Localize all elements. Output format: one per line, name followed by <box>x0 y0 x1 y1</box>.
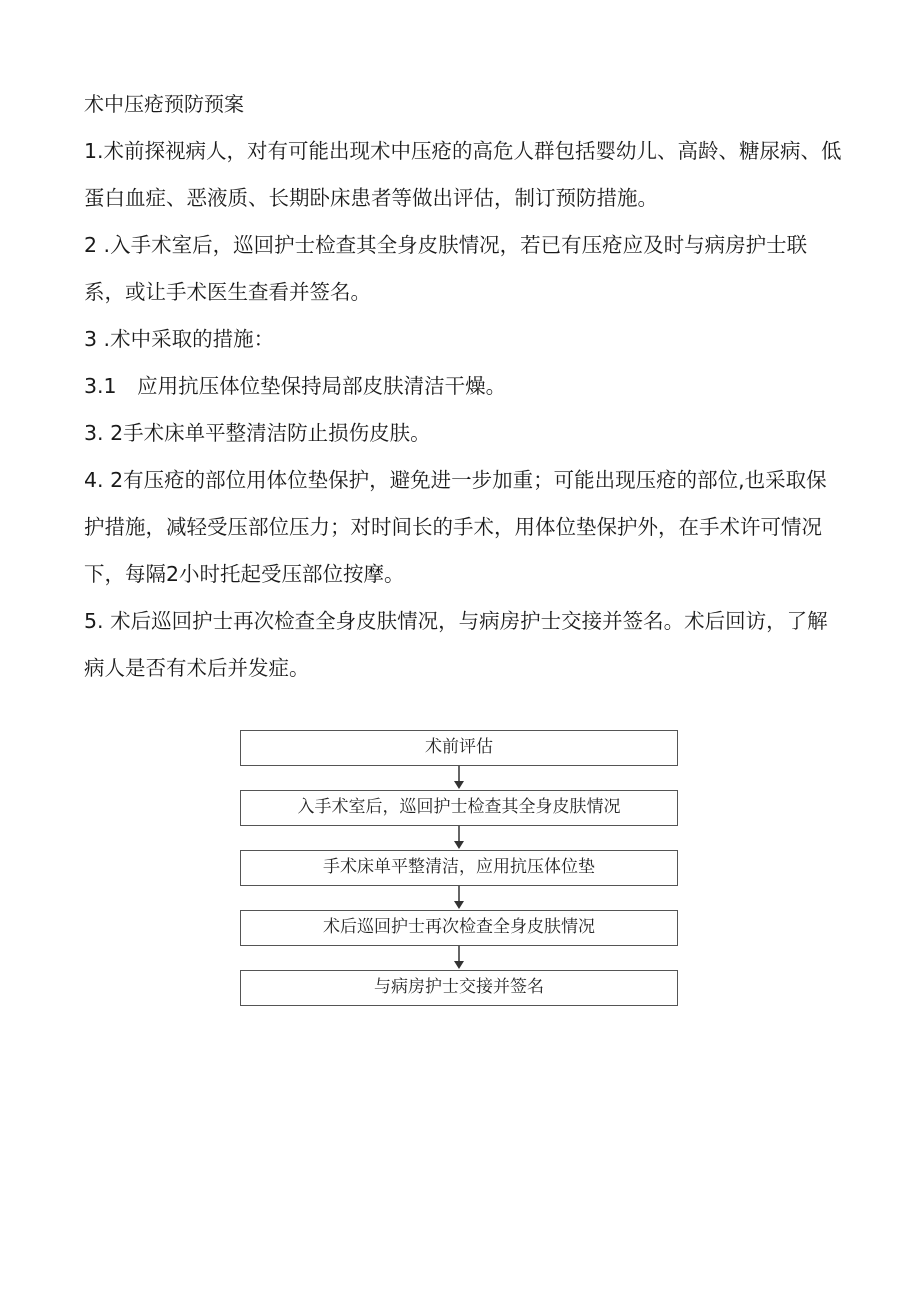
flow-step-postop-check: 术后巡回护士再次检查全身皮肤情况 <box>240 910 678 946</box>
document-title: 术中压疮预防预案 <box>84 92 244 116</box>
paragraph-measure-3-2: 3. 2手术床单平整清洁防止损伤皮肤。 <box>84 421 431 445</box>
down-arrow-icon <box>240 946 678 970</box>
paragraph-measure-3-1: 3.1 应用抗压体位垫保持局部皮肤清洁干燥。 <box>84 374 507 398</box>
paragraph-intraop-measures: 3 .术中采取的措施： <box>84 327 275 351</box>
flow-step-handover-sign: 与病房护士交接并签名 <box>240 970 678 1006</box>
flow-step-skin-check: 入手术室后，巡回护士检查其全身皮肤情况 <box>240 790 678 826</box>
paragraph-preop-assessment: 1.术前探视病人，对有可能出现术中压疮的高危人群包括婴幼儿、高龄、糖尿病、低蛋白血症、恶液质、长期卧床患者等做出评估，制订预防措施。 <box>84 139 842 210</box>
down-arrow-icon <box>240 826 678 850</box>
paragraph-or-entry: 2 .入手术室后，巡回护士检查其全身皮肤情况，若已有压疮应及时与病房护士联系，或让手术医生查看并签名。 <box>84 233 808 304</box>
paragraph-postop: 5. 术后巡回护士再次检查全身皮肤情况，与病房护士交接并签名。术后回访，了解病人是否有术后并发症。 <box>84 609 828 680</box>
down-arrow-icon <box>240 886 678 910</box>
flow-step-bed-and-pad: 手术床单平整清洁，应用抗压体位垫 <box>240 850 678 886</box>
down-arrow-icon <box>240 766 678 790</box>
paragraph-measure-4-2: 4. 2有压疮的部位用体位垫保护，避免进一步加重；可能出现压疮的部位,也采取保护措施，减轻受压部位压力；对时间长的手术，用体位垫保护外，在手术许可情况下，每隔2小时托起受压部位按摩。 <box>84 468 827 586</box>
document-body <box>84 84 844 692</box>
flowchart <box>240 730 678 1006</box>
flow-step-preop-assessment: 术前评估 <box>240 730 678 766</box>
